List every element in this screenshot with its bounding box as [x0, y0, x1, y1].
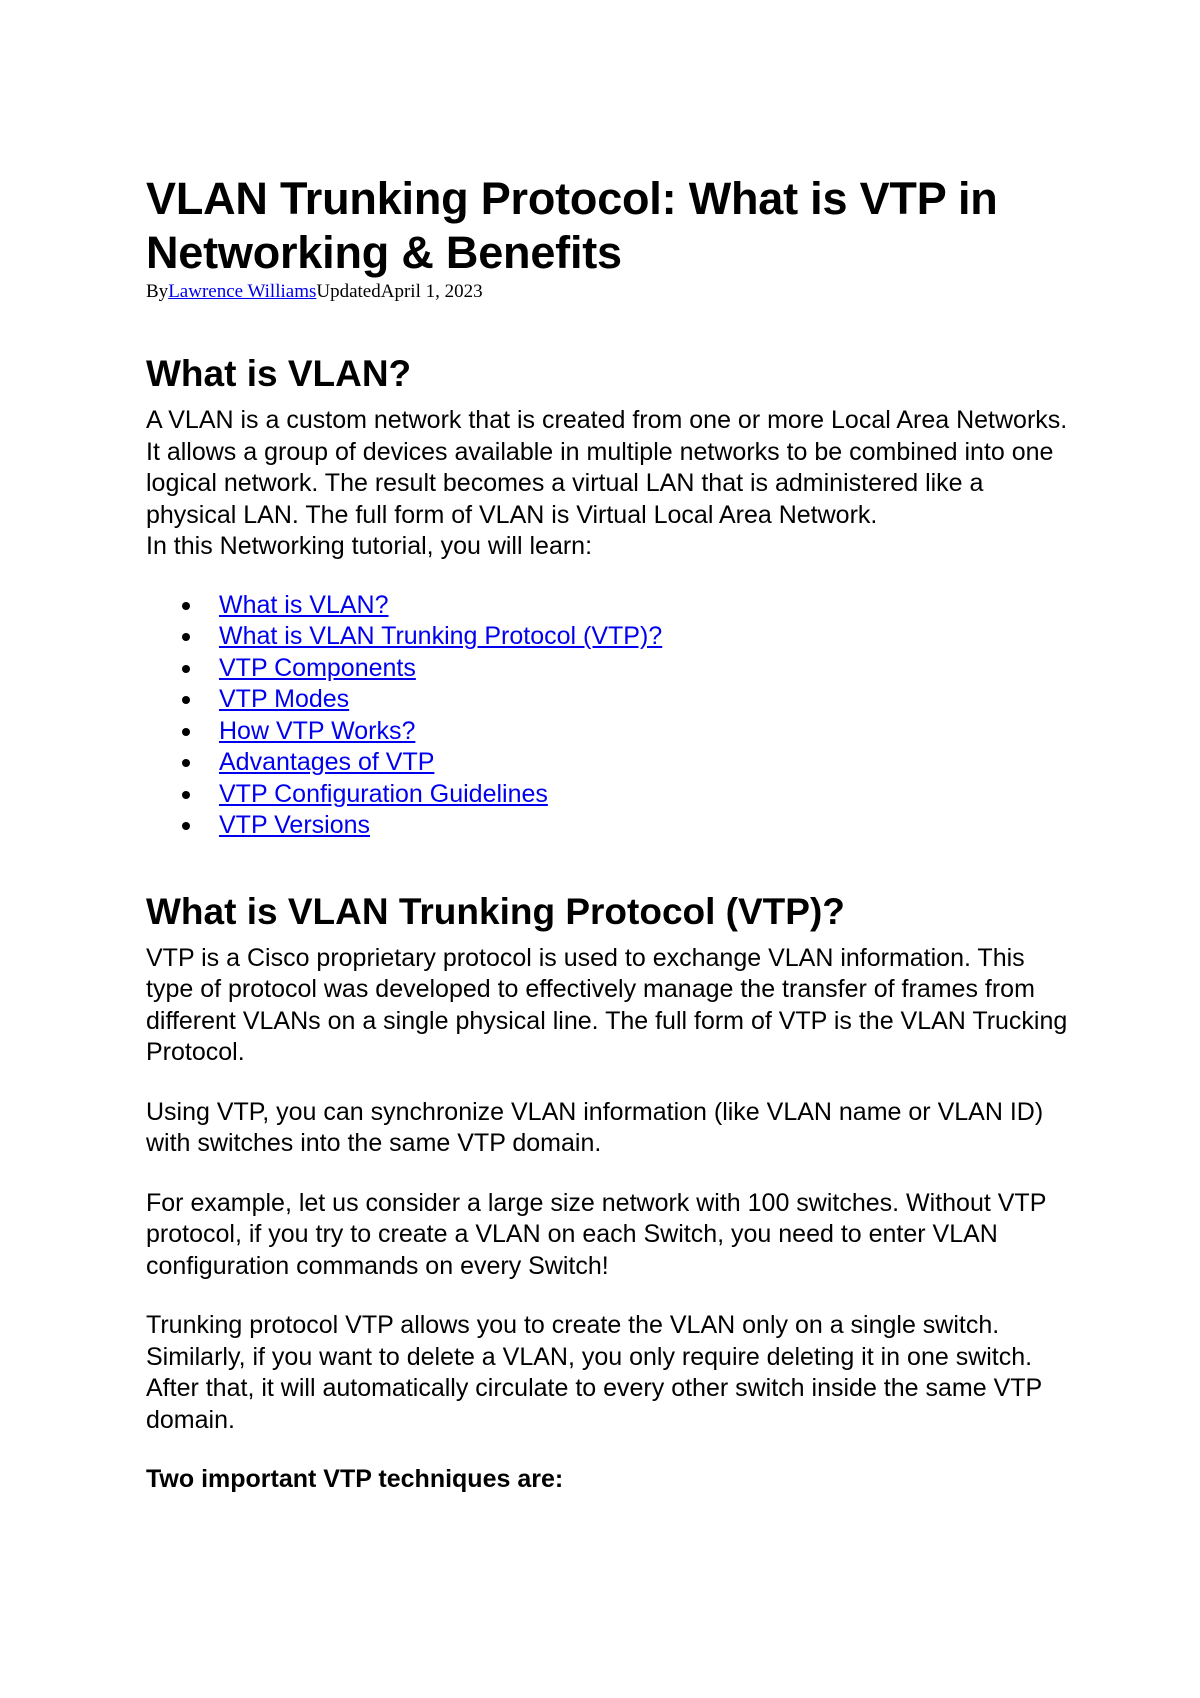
bullet-icon: [182, 633, 190, 641]
toc-item: [146, 779, 1076, 811]
toc-item: [146, 621, 1076, 653]
vlan-definition-paragraph: A VLAN is a custom network that is created from one or more Local Area Networks. It allows a group of devices available in multiple networks to be combined into one logical network. The result becomes a virtual LAN that is administered like a physical LAN. The full form of VLAN is Virtual Local Area Network.: [146, 406, 1068, 529]
vtp-paragraph: Trunking protocol VTP allows you to create the VLAN only on a single switch. Similarly, if you want to delete a VLAN, you only require deleting it in one switch. After that, it will automatically circulate to every other switch inside the same VTP domain.: [146, 1311, 1042, 1434]
byline-updated-label: Updated: [316, 281, 381, 302]
bullet-icon: [182, 728, 190, 736]
tutorial-intro: In this Networking tutorial, you will learn:: [146, 532, 593, 560]
vtp-paragraph: For example, let us consider a large size network with 100 switches. Without VTP protocol, if you try to create a VLAN on each Switch, you need to enter VLAN configuration commands on every Switch!: [146, 1188, 1046, 1280]
toc-link-vtp-versions[interactable]: VTP Versions: [219, 811, 371, 839]
bullet-icon: [182, 759, 190, 767]
bullet-icon: [182, 602, 190, 610]
toc-link-vtp-components[interactable]: VTP Components: [219, 653, 416, 682]
toc-link-what-is-vlan[interactable]: What is VLAN?: [219, 590, 389, 619]
toc-link-vtp-modes[interactable]: VTP Modes: [219, 685, 350, 713]
document-page: [146, 172, 1076, 1496]
byline-date: April 1, 2023: [380, 281, 483, 302]
article-title: VLAN Trunking Protocol: What is VTP in Networking & Benefits: [146, 173, 998, 278]
byline-by: By: [146, 281, 169, 302]
bullet-icon: [182, 791, 190, 799]
toc-link-advantages-of-vtp[interactable]: Advantages of VTP: [219, 748, 435, 776]
bullet-icon: [182, 696, 190, 704]
heading-what-is-vtp: What is VLAN Trunking Protocol (VTP)?: [146, 890, 845, 932]
vtp-techniques-label: Two important VTP techniques are:: [146, 1465, 564, 1493]
vtp-paragraph: VTP is a Cisco proprietary protocol is used to exchange VLAN information. This type of protocol was developed to effectively manage the transfer of frames from different VLANs on a single physical line. The full form of VTP is the VLAN Trucking Protocol.: [146, 943, 1068, 1066]
toc-item: [146, 810, 1076, 842]
table-of-contents: [146, 590, 1076, 842]
toc-item: [146, 653, 1076, 685]
byline: [146, 280, 1076, 304]
author-link[interactable]: Lawrence Williams: [168, 281, 317, 302]
toc-link-how-vtp-works[interactable]: How VTP Works?: [219, 716, 416, 745]
heading-what-is-vlan: What is VLAN?: [146, 353, 412, 394]
vtp-paragraph: Using VTP, you can synchronize VLAN information (like VLAN name or VLAN ID) with switches into the same VTP domain.: [146, 1097, 1044, 1157]
bullet-icon: [182, 665, 190, 673]
toc-item: [146, 747, 1076, 779]
bullet-icon: [182, 822, 190, 830]
toc-link-vtp-configuration-guidelines[interactable]: VTP Configuration Guidelines: [219, 779, 548, 808]
toc-item: [146, 590, 1076, 622]
toc-link-what-is-vtp[interactable]: What is VLAN Trunking Protocol (VTP)?: [219, 622, 663, 650]
toc-item: [146, 716, 1076, 748]
toc-item: [146, 684, 1076, 716]
